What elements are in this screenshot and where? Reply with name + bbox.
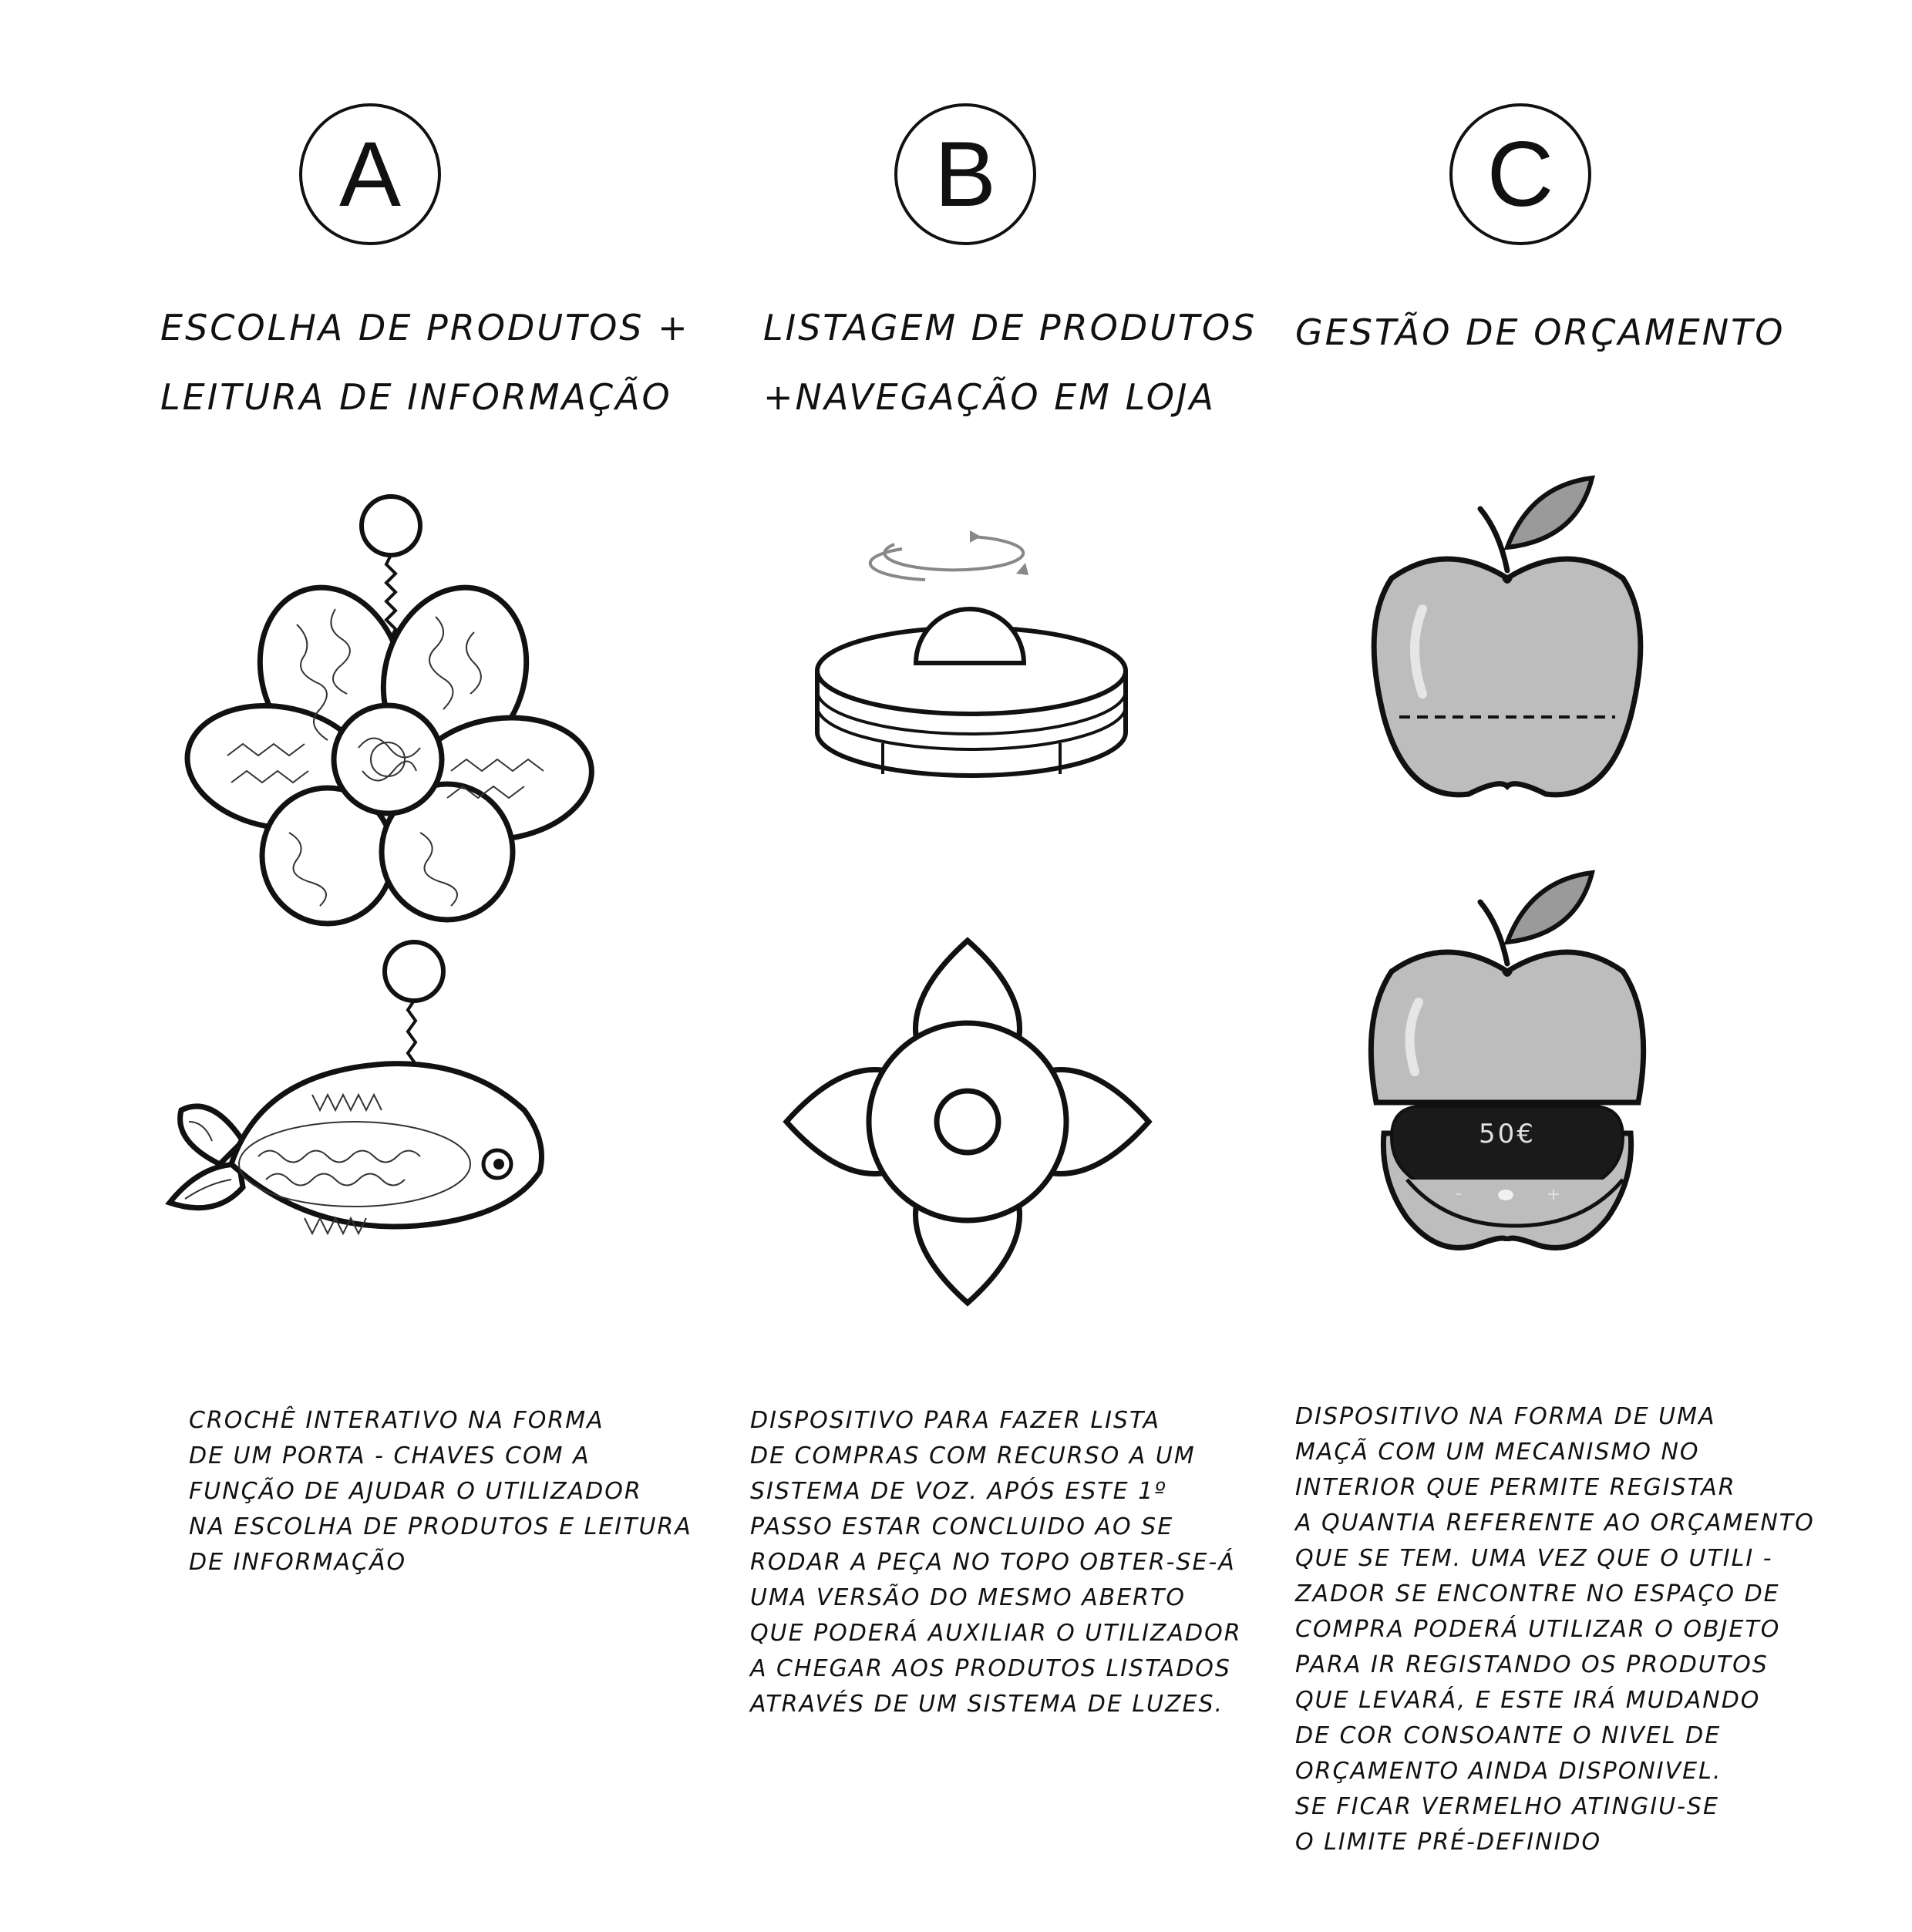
fish-keychain-icon: [166, 933, 551, 1264]
description-line: QUE LEVARÁ, E ESTE IRÁ MUDANDO: [1295, 1687, 1761, 1714]
description-line: FUNÇÃO DE AJUDAR O UTILIZADOR: [189, 1478, 642, 1505]
navigation-device-open-icon: [771, 925, 1164, 1318]
budget-plus: +: [1546, 1185, 1561, 1204]
description-line: DISPOSITIVO PARA FAZER LISTA: [750, 1407, 1161, 1434]
budget-minus: -: [1456, 1184, 1462, 1203]
title-b: LISTAGEM DE PRODUTOS +NAVEGAÇÃO EM LOJA: [763, 307, 1257, 418]
description-line: ORÇAMENTO AINDA DISPONIVEL.: [1295, 1758, 1722, 1785]
letter-badge-a: A: [299, 103, 441, 245]
description-line: DE COR CONSOANTE O NIVEL DE: [1295, 1722, 1722, 1749]
budget-center-dot: [1498, 1190, 1513, 1200]
budget-amount: 50€: [1479, 1119, 1536, 1149]
description-line: DE COMPRAS COM RECURSO A UM: [750, 1442, 1196, 1469]
rotating-disc-device-icon: [794, 524, 1133, 779]
description-line: DISPOSITIVO NA FORMA DE UMA: [1295, 1403, 1716, 1430]
description-c: [1295, 1399, 1815, 1860]
description-line: DE INFORMAÇÃO: [189, 1549, 407, 1576]
description-line: RODAR A PEÇA NO TOPO OBTER-SE-Á: [750, 1549, 1236, 1576]
letter-badge-b: B: [894, 103, 1036, 245]
description-line: COMPRA PODERÁ UTILIZAR O OBJETO: [1295, 1616, 1781, 1643]
flower-keychain-icon: [212, 493, 567, 925]
description-line: MAÇÃ COM UM MECANISMO NO: [1295, 1439, 1700, 1466]
description-line: O LIMITE PRÉ-DEFINIDO: [1295, 1829, 1602, 1856]
description-line: A CHEGAR AOS PRODUTOS LISTADOS: [750, 1655, 1231, 1682]
description-line: PARA IR REGISTANDO OS PRODUTOS: [1295, 1651, 1769, 1678]
description-a: [189, 1403, 692, 1580]
description-line: DE UM PORTA - CHAVES COM A: [189, 1442, 591, 1469]
description-line: QUE PODERÁ AUXILIAR O UTILIZADOR: [750, 1620, 1242, 1647]
description-line: PASSO ESTAR CONCLUIDO AO SE: [750, 1513, 1174, 1540]
description-line: SE FICAR VERMELHO ATINGIU-SE: [1295, 1793, 1719, 1820]
description-line: ZADOR SE ENCONTRE NO ESPAÇO DE: [1295, 1580, 1780, 1607]
description-line: A QUANTIA REFERENTE AO ORÇAMENTO: [1295, 1510, 1815, 1537]
letter-badge-c: C: [1449, 103, 1591, 245]
apple-device-open-icon: [1361, 871, 1654, 1272]
title-c: GESTÃO DE ORÇAMENTO: [1295, 311, 1786, 353]
description-line: QUE SE TEM. UMA VEZ QUE O UTILI -: [1295, 1545, 1773, 1572]
title-a: ESCOLHA DE PRODUTOS + LEITURA DE INFORMAÇÃO: [160, 307, 690, 418]
description-line: NA ESCOLHA DE PRODUTOS E LEITURA: [189, 1513, 692, 1540]
description-line: INTERIOR QUE PERMITE REGISTAR: [1295, 1474, 1736, 1501]
description-line: SISTEMA DE VOZ. APÓS ESTE 1º: [750, 1478, 1167, 1505]
description-b: [750, 1403, 1242, 1722]
apple-device-closed-icon: [1368, 470, 1646, 794]
description-line: UMA VERSÃO DO MESMO ABERTO: [750, 1584, 1186, 1611]
description-line: CROCHÊ INTERATIVO NA FORMA: [189, 1407, 604, 1434]
description-line: ATRAVÉS DE UM SISTEMA DE LUZES.: [750, 1691, 1224, 1718]
